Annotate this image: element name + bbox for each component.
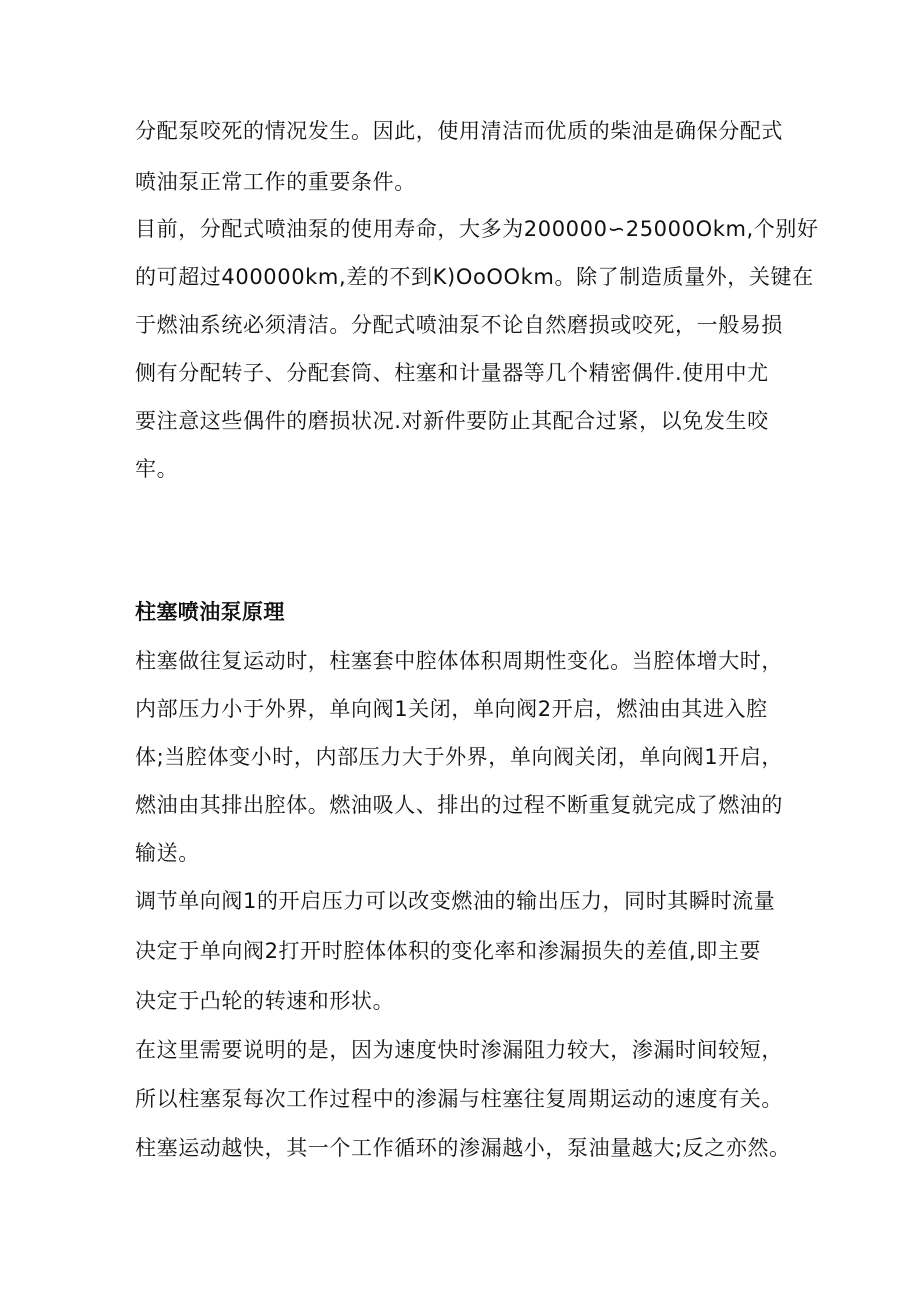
paragraph-line: 的可超过400000km,差的不到K)OoOOkm。除了制造质量外，关键在	[135, 265, 814, 289]
paragraph-line: 于燃油系统必须清洁。分配式喷油泵不论自然磨损或咬死，一般易损	[135, 313, 783, 337]
paragraph-line: 输送。	[135, 841, 200, 865]
paragraph-line: 燃油由其排出腔体。燃油吸人、排出的过程不断重复就完成了燃油的	[135, 793, 783, 817]
paragraph-line: 分配泵咬死的情况发生。因此，使用清洁而优质的柴油是确保分配式	[135, 119, 783, 143]
paragraph-line: 牢。	[135, 457, 179, 481]
paragraph-line: 柱塞做往复运动时，柱塞套中腔体体积周期性变化。当腔体增大时，	[135, 649, 783, 673]
paragraph-line: 在这里需要说明的是，因为速度快时渗漏阻力较大，渗漏时间较短，	[135, 1038, 783, 1062]
paragraph-line: 侧有分配转子、分配套筒、柱塞和计量器等几个精密偶件.使用中尤	[135, 361, 769, 385]
paragraph-line: 目前，分配式喷油泵的使用寿命，大多为200000∽25000Okm,个别好	[135, 217, 819, 241]
paragraph-line: 所以柱塞泵每次工作过程中的渗漏与柱塞往复周期运动的速度有关。	[135, 1087, 783, 1111]
paragraph-line: 决定于单向阀2打开时腔体体积的变化率和渗漏损失的差值,即主要	[135, 939, 762, 963]
paragraph-line: 柱塞运动越快，其一个工作循环的渗漏越小，泵油量越大;反之亦然。	[135, 1136, 791, 1160]
paragraph-line: 体;当腔体变小时，内部压力大于外界，单向阀关闭，单向阀1开启，	[135, 745, 784, 769]
paragraph-line: 要注意这些偶件的磨损状况.对新件要防止其配合过紧，以免发生咬	[135, 409, 769, 433]
paragraph-line: 调节单向阀1的开启压力可以改变燃油的输出压力，同时其瞬时流量	[135, 889, 776, 913]
paragraph-line: 内部压力小于外界，单向阀1关闭，单向阀2开启，燃油由其进入腔	[135, 697, 768, 721]
paragraph-line: 决定于凸轮的转速和形状。	[135, 989, 395, 1013]
section-heading: 柱塞喷油泵原理	[135, 600, 285, 624]
paragraph-line: 喷油泵正常工作的重要条件。	[135, 170, 416, 194]
